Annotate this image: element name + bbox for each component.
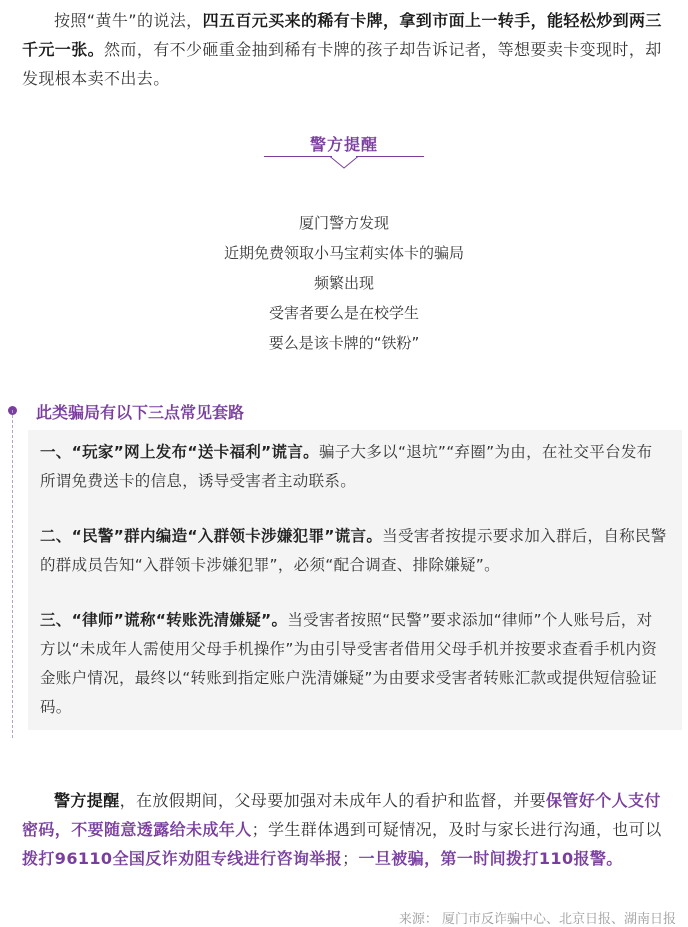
scam-item-text: 当受害者按提示要求加入群后，自称民警的群成员告知“入群领卡涉嫌犯罪”，必须“配合调查、排除嫌疑”。 — [40, 527, 667, 574]
title-divider-right — [356, 156, 424, 157]
dashed-divider — [12, 410, 13, 738]
section-title-block — [0, 132, 688, 180]
scam-item-title: 二、“民警”群内编造“入群领卡涉嫌犯罪”谎言。 — [40, 527, 383, 545]
scam-item-text: 当受害者按照“民警”要求添加“律师”个人账号后，对方以“未成年人需使用父母手机操作”为由引导受害者借用父母手机并按要求查看手机内资金账户情况，最终以“转账到指定账户洗清嫌疑”为由要求受害者转账汇款或提供短信验证码。 — [40, 611, 658, 716]
chevron-down-icon — [330, 156, 358, 170]
closing-highlight: 一旦被骗，第一时间拨打110报警。 — [358, 849, 623, 868]
closing-text: ，在放假期间，父母要加强对未成年人的看护和监督，并要 — [119, 791, 547, 810]
closing-text: ；学生群体遇到可疑情况，及时与家长进行沟通，也可以 — [251, 820, 662, 839]
closing-text: ； — [342, 849, 359, 868]
intro-bold-text: 四五百元买来的稀有卡牌，拿到市面上一转手，能轻松炒到两三千元一张。 — [22, 11, 662, 59]
scam-item-title: 一、“玩家”网上发布“送卡福利”谎言。 — [40, 443, 319, 461]
source-credit: 来源： 厦门市反诈骗中心、北京日报、湖南日报 — [398, 912, 676, 927]
intro-paragraph — [22, 6, 668, 93]
closing-paragraph — [22, 786, 668, 873]
intro-text-2: 然而，有不少砸重金抽到稀有卡牌的孩子却告诉记者，等想要卖卡变现时，却发现根本卖不出去。 — [22, 40, 662, 88]
scam-item — [40, 438, 668, 496]
warning-line: 要么是该卡牌的“铁粉” — [268, 334, 420, 352]
closing-highlight: 拨打96110全国反诈劝阻专线进行咨询举报 — [22, 849, 343, 868]
warning-line: 频繁出现 — [313, 274, 374, 292]
warning-line: 近期免费领取小马宝莉实体卡的骗局 — [223, 244, 464, 262]
scam-heading: 此类骗局有以下三点常见套路 — [36, 403, 245, 422]
warning-line: 厦门警方发现 — [298, 214, 389, 232]
section-title: 警方提醒 — [309, 135, 378, 154]
closing-highlight: 保管好个人支付密码，不要随意透露给未成年人 — [22, 791, 661, 839]
warning-line: 受害者要么是在校学生 — [268, 304, 419, 322]
scam-item — [40, 522, 668, 580]
scam-list-box — [28, 430, 682, 730]
intro-text-1: 按照“黄牛”的说法， — [54, 11, 203, 30]
scam-item-text: 骗子大多以“退坑”“弃圈”为由，在社交平台发布所谓免费送卡的信息，诱导受害者主动联系。 — [40, 443, 653, 490]
warning-lines — [0, 208, 688, 358]
title-divider-left — [264, 156, 332, 157]
closing-lead: 警方提醒 — [54, 791, 120, 810]
scam-item — [40, 606, 668, 722]
scam-item-title: 三、“律师”谎称“转账洗清嫌疑”。 — [40, 611, 288, 629]
